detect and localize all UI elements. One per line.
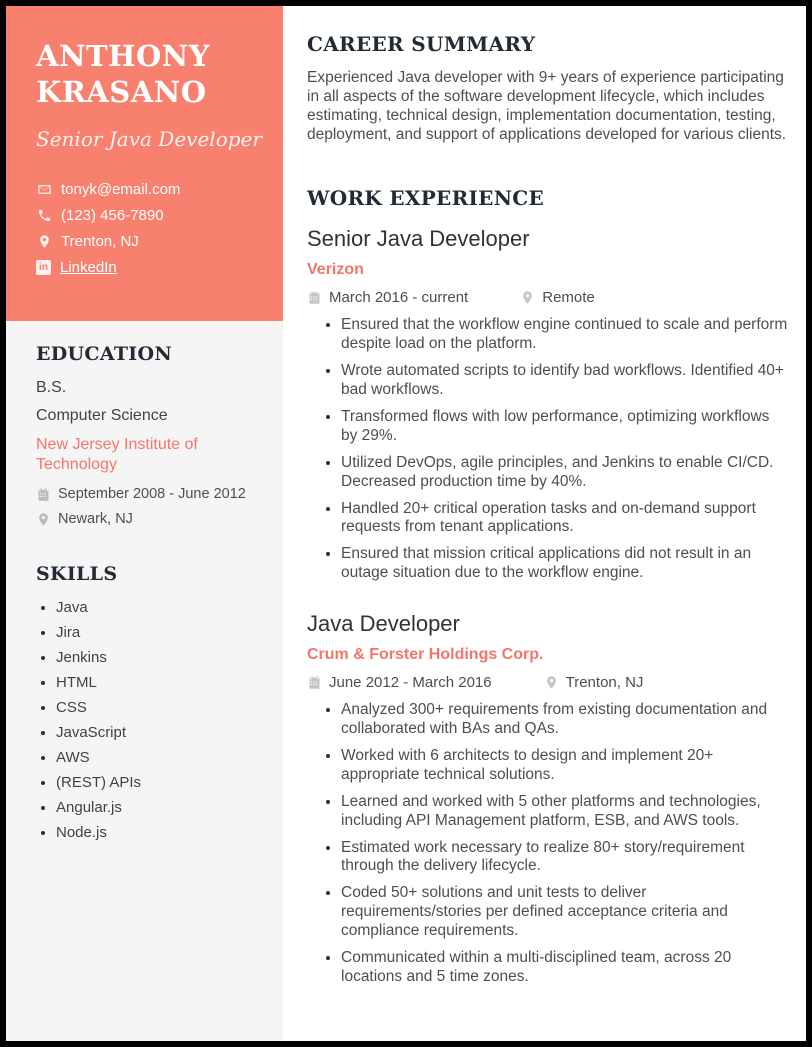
education-field: Computer Science — [36, 406, 168, 424]
contact-phone-label: (123) 456-7890 — [61, 206, 164, 224]
job-bullet: • Ensured that mission critical applications did not result in an outage situation due to the workflow engine. — [341, 545, 790, 583]
skill-item: • AWS — [56, 749, 263, 766]
job-dates-item — [307, 289, 468, 306]
skill-item: • JavaScript — [56, 724, 263, 741]
work-experience-section — [307, 186, 790, 987]
job-location-item — [520, 289, 595, 306]
contact-linkedin — [36, 259, 263, 276]
email-icon — [36, 181, 52, 197]
name-line-2: KRASANO — [36, 75, 207, 110]
job-title: Senior Java Developer — [307, 226, 530, 252]
skill-item: • Node.js — [56, 824, 263, 841]
skill-item: • Jenkins — [56, 649, 263, 666]
contact-location — [36, 233, 263, 250]
job-bullet: • Communicated within a multi-disciplined team, across 20 locations and 5 time zones. — [341, 949, 790, 987]
job-company: Verizon — [307, 261, 364, 279]
job-bullet: • Estimated work necessary to realize 80+ story/requirement through the delivery lifecycle. — [341, 839, 790, 877]
phone-icon — [36, 207, 52, 223]
location-pin-icon — [520, 290, 535, 305]
linkedin-icon: in — [36, 260, 51, 275]
education-degree: B.S. — [36, 378, 67, 396]
sidebar-body — [6, 321, 283, 850]
job-bullet: • Ensured that the workflow engine continued to scale and perform despite load on the platform. — [341, 316, 790, 354]
contact-list — [36, 181, 263, 276]
job-location: Trenton, NJ — [565, 674, 644, 692]
job-bullet: • Learned and worked with 5 other platforms and technologies, including API Management platform, ESB, and AWS tools. — [341, 793, 790, 831]
job-entry — [307, 226, 790, 583]
job-meta-row — [307, 289, 790, 306]
job-bullet: • Coded 50+ solutions and unit tests to deliver requirements/stories per defined acceptance criteria and compliance requirements. — [341, 884, 790, 941]
skill-item: • (REST) APIs — [56, 774, 263, 791]
job-location-item — [544, 674, 644, 691]
career-summary-text: Experienced Java developer with 9+ years of experience participating in all aspects of the software development lifecycle, which includes estimating, technical design, implementation documentation, testing, deployment, and support of applications developed for various clients. — [307, 69, 787, 144]
skills-heading: SKILLS — [36, 563, 118, 586]
job-title: Java Developer — [307, 611, 460, 637]
skill-item: • HTML — [56, 674, 263, 691]
job-meta-row — [307, 674, 790, 691]
career-summary-heading: CAREER SUMMARY — [307, 32, 536, 56]
calendar-icon — [36, 487, 51, 502]
skill-item: • Jira — [56, 624, 263, 641]
job-bullet: • Analyzed 300+ requirements from existing documentation and collaborated with BAs and QAs. — [341, 701, 790, 739]
job-bullet: • Handled 20+ critical operation tasks and on-demand support requests from tenant applications. — [341, 500, 790, 538]
contact-email-label: tonyk@email.com — [61, 180, 181, 198]
calendar-icon — [307, 290, 322, 305]
job-bullet: • Utilized DevOps, agile principles, and Jenkins to enable CI/CD. Decreased production time by 40%. — [341, 454, 790, 492]
contact-phone — [36, 207, 263, 224]
education-dates: September 2008 - June 2012 — [58, 486, 246, 503]
job-bullet: • Transformed flows with low performance, optimizing workflows by 29%. — [341, 408, 790, 446]
education-school: New Jersey Institute of Technology — [36, 435, 198, 474]
job-bullet: • Wrote automated scripts to identify bad workflows. Identified 40+ bad workflows. — [341, 362, 790, 400]
job-company: Crum & Forster Holdings Corp. — [307, 646, 544, 664]
skill-item: • Java — [56, 599, 263, 616]
skills-list — [36, 599, 263, 841]
job-bullet-list — [307, 701, 790, 987]
job-dates: March 2016 - current — [329, 289, 469, 307]
job-bullet: • Worked with 6 architects to design and implement 20+ appropriate technical solutions. — [341, 747, 790, 785]
location-pin-icon — [544, 675, 559, 690]
contact-location-label: Trenton, NJ — [61, 232, 139, 250]
career-summary-section — [307, 32, 790, 144]
sidebar — [6, 6, 283, 1041]
skill-item: • CSS — [56, 699, 263, 716]
skills-section — [36, 563, 263, 841]
linkedin-link[interactable]: LinkedIn — [60, 258, 117, 276]
work-experience-heading: WORK EXPERIENCE — [307, 186, 545, 211]
education-section — [36, 343, 263, 528]
location-pin-icon — [36, 233, 52, 249]
candidate-name — [36, 38, 263, 111]
name-line-1: ANTHONY — [36, 39, 210, 73]
location-pin-icon — [36, 512, 51, 527]
contact-email — [36, 181, 263, 198]
job-dates-item — [307, 674, 492, 691]
calendar-icon — [307, 675, 322, 690]
job-entry — [307, 611, 790, 987]
candidate-title: Senior Java Developer — [36, 126, 262, 151]
education-location: Newark, NJ — [58, 511, 133, 528]
skill-item: • Angular.js — [56, 799, 263, 816]
education-heading: EDUCATION — [36, 342, 172, 365]
job-location: Remote — [542, 289, 595, 307]
education-dates-row — [36, 486, 263, 502]
job-bullet-list — [307, 316, 790, 583]
sidebar-hero — [6, 6, 283, 321]
education-location-row — [36, 511, 263, 527]
main-column — [283, 6, 806, 1041]
job-dates: June 2012 - March 2016 — [329, 674, 492, 692]
